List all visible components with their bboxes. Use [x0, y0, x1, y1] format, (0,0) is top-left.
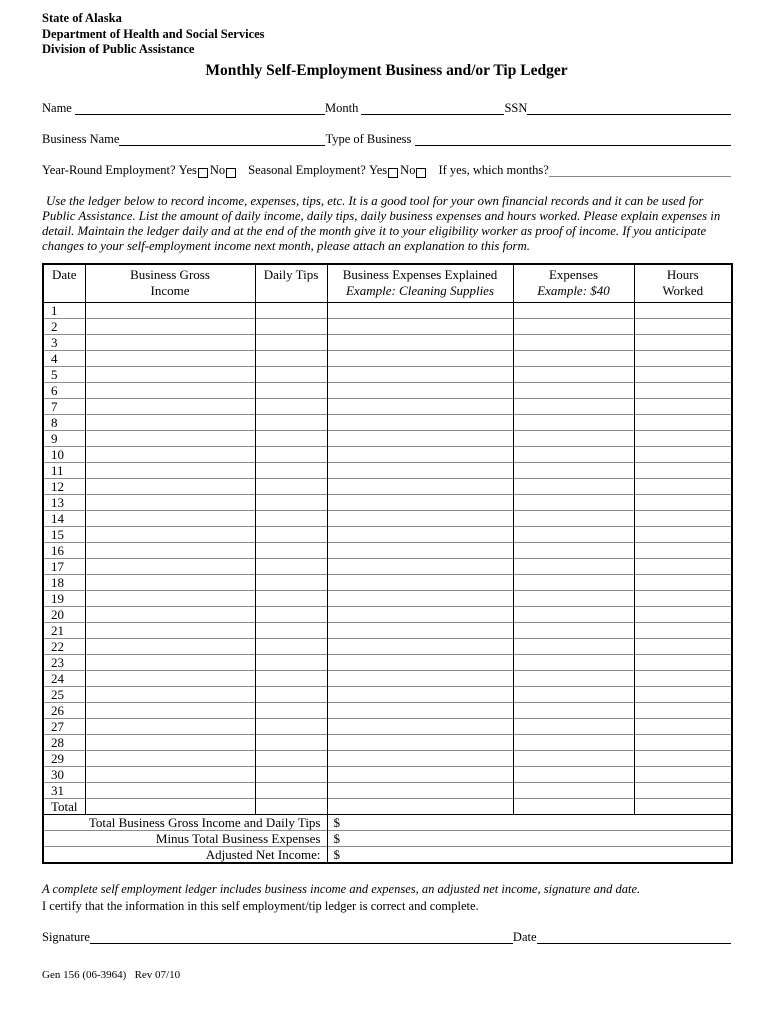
- daily-tips-cell[interactable]: [255, 639, 327, 655]
- ledger-row: [43, 543, 732, 559]
- summary-row: [43, 815, 732, 831]
- gross-income-cell[interactable]: [85, 655, 255, 671]
- hours-worked-cell[interactable]: [634, 687, 732, 703]
- signature-input-line[interactable]: [90, 930, 513, 944]
- ledger-header: [43, 264, 732, 303]
- year-round-no-label: No: [209, 162, 226, 177]
- expenses-explained-cell[interactable]: [327, 527, 513, 543]
- agency-block: [42, 11, 731, 58]
- expenses-explained-cell[interactable]: [327, 687, 513, 703]
- expenses-cell[interactable]: [513, 719, 634, 735]
- expenses-explained-cell[interactable]: [327, 767, 513, 783]
- hours-worked-cell[interactable]: [634, 463, 732, 479]
- expenses-explained-cell[interactable]: [327, 575, 513, 591]
- gross-income-cell[interactable]: [85, 767, 255, 783]
- name-month-ssn-row: [42, 101, 731, 116]
- which-months-input-line[interactable]: [549, 163, 731, 177]
- expenses-explained-cell[interactable]: [327, 799, 513, 815]
- day-cell: 19: [43, 591, 85, 607]
- daily-tips-cell[interactable]: [255, 767, 327, 783]
- ledger-row: [43, 671, 732, 687]
- expenses-explained-cell[interactable]: [327, 639, 513, 655]
- expenses-explained-cell[interactable]: [327, 479, 513, 495]
- expenses-cell[interactable]: [513, 383, 634, 399]
- hours-worked-cell[interactable]: [634, 399, 732, 415]
- day-cell: 17: [43, 559, 85, 575]
- gross-income-cell[interactable]: [85, 671, 255, 687]
- hours-worked-cell[interactable]: [634, 719, 732, 735]
- day-cell: 16: [43, 543, 85, 559]
- expenses-explained-cell[interactable]: [327, 783, 513, 799]
- expenses-cell[interactable]: [513, 543, 634, 559]
- business-name-input-line[interactable]: [119, 132, 325, 146]
- ledger-row: [43, 559, 732, 575]
- summary-label: Minus Total Business Expenses: [43, 831, 327, 847]
- ledger-row: [43, 639, 732, 655]
- gross-income-cell[interactable]: [85, 367, 255, 383]
- day-cell: 10: [43, 447, 85, 463]
- expenses-cell[interactable]: [513, 367, 634, 383]
- gross-income-cell[interactable]: [85, 415, 255, 431]
- col-title: Business Expenses Explained: [342, 267, 498, 283]
- expenses-cell[interactable]: [513, 671, 634, 687]
- type-of-business-label: Type of Business: [325, 131, 415, 146]
- daily-tips-cell[interactable]: [255, 335, 327, 351]
- ledger-row: [43, 767, 732, 783]
- hours-worked-cell[interactable]: [634, 735, 732, 751]
- ledger-row: [43, 367, 732, 383]
- hours-worked-cell[interactable]: [634, 447, 732, 463]
- day-cell: 2: [43, 319, 85, 335]
- expenses-cell[interactable]: [513, 623, 634, 639]
- expenses-explained-cell[interactable]: [327, 335, 513, 351]
- day-cell: 21: [43, 623, 85, 639]
- signature-label: Signature: [42, 930, 90, 945]
- gross-income-cell[interactable]: [85, 511, 255, 527]
- hours-worked-cell[interactable]: [634, 767, 732, 783]
- signature-row: [42, 930, 731, 945]
- hours-worked-cell[interactable]: [634, 415, 732, 431]
- summary-value[interactable]: $: [327, 831, 732, 847]
- gross-income-cell[interactable]: [85, 463, 255, 479]
- expenses-cell[interactable]: [513, 415, 634, 431]
- hours-worked-cell[interactable]: [634, 703, 732, 719]
- expenses-explained-cell[interactable]: [327, 543, 513, 559]
- expenses-cell[interactable]: [513, 655, 634, 671]
- agency-line-division: Division of Public Assistance: [42, 42, 195, 56]
- daily-tips-cell[interactable]: [255, 671, 327, 687]
- expenses-explained-cell[interactable]: [327, 383, 513, 399]
- expenses-cell[interactable]: [513, 703, 634, 719]
- seasonal-no-checkbox[interactable]: [416, 168, 426, 178]
- day-cell: 20: [43, 607, 85, 623]
- gross-income-cell[interactable]: [85, 479, 255, 495]
- gross-income-cell[interactable]: [85, 607, 255, 623]
- daily-tips-cell[interactable]: [255, 351, 327, 367]
- col-title: Daily Tips: [263, 267, 319, 283]
- expenses-cell[interactable]: [513, 479, 634, 495]
- hours-worked-cell[interactable]: [634, 367, 732, 383]
- day-cell: 31: [43, 783, 85, 799]
- hours-worked-cell[interactable]: [634, 751, 732, 767]
- day-cell: 18: [43, 575, 85, 591]
- daily-tips-cell[interactable]: [255, 511, 327, 527]
- expenses-explained-cell[interactable]: [327, 591, 513, 607]
- ledger-row: [43, 479, 732, 495]
- hours-worked-cell[interactable]: [634, 591, 732, 607]
- day-cell: 7: [43, 399, 85, 415]
- gross-income-cell[interactable]: [85, 751, 255, 767]
- day-cell: 25: [43, 687, 85, 703]
- gross-income-cell[interactable]: [85, 735, 255, 751]
- gross-income-cell[interactable]: [85, 431, 255, 447]
- expenses-cell[interactable]: [513, 575, 634, 591]
- seasonal-no-label: No: [400, 162, 416, 177]
- ledger-row: [43, 719, 732, 735]
- ssn-input-line[interactable]: [527, 101, 731, 115]
- daily-tips-cell[interactable]: [255, 527, 327, 543]
- gross-income-cell[interactable]: [85, 639, 255, 655]
- expenses-cell[interactable]: [513, 495, 634, 511]
- expenses-cell[interactable]: [513, 527, 634, 543]
- day-cell: 23: [43, 655, 85, 671]
- business-name-label: Business Name: [42, 131, 120, 146]
- gross-income-cell[interactable]: [85, 447, 255, 463]
- form-title: Monthly Self-Employment Business and/or Tip Ledger: [205, 61, 568, 79]
- col-title: Date: [51, 267, 77, 283]
- instructions-paragraph: Use the ledger below to record income, expenses, tips, etc. It is a good tool for your own financial records and it can be used for Public Assistance. List the amount of daily income, daily tips, daily business expenses and hours worked. Please explain expenses in detail. Maintain the ledger daily and at the end of the month give it to your eligibility worker as proof of income. If you anticipate changes to your self-employment income next month, please attach an explanation to this form.: [42, 193, 721, 254]
- hours-worked-cell[interactable]: [634, 511, 732, 527]
- hours-worked-cell[interactable]: [634, 495, 732, 511]
- day-cell: 15: [43, 527, 85, 543]
- month-label: Month: [324, 100, 362, 115]
- expenses-cell[interactable]: [513, 687, 634, 703]
- day-cell: 14: [43, 511, 85, 527]
- ledger-row: [43, 783, 732, 799]
- agency-line-state: State of Alaska: [42, 11, 122, 25]
- daily-tips-cell[interactable]: [255, 703, 327, 719]
- expenses-cell[interactable]: [513, 767, 634, 783]
- summary-label: Adjusted Net Income:: [43, 847, 327, 864]
- ledger-row: [43, 687, 732, 703]
- ledger-row: [43, 415, 732, 431]
- gross-income-cell[interactable]: [85, 351, 255, 367]
- hours-worked-cell[interactable]: [634, 559, 732, 575]
- daily-tips-cell[interactable]: [255, 479, 327, 495]
- gross-income-cell[interactable]: [85, 687, 255, 703]
- ledger-row: [43, 335, 732, 351]
- ledger-row: [43, 623, 732, 639]
- ledger-table: [42, 263, 733, 864]
- agency-line-department: Department of Health and Social Services: [42, 26, 265, 41]
- day-cell: 28: [43, 735, 85, 751]
- expenses-cell[interactable]: [513, 431, 634, 447]
- hours-worked-cell[interactable]: [634, 639, 732, 655]
- seasonal-yes-checkbox[interactable]: [388, 168, 398, 178]
- seasonal-label: Seasonal Employment?: [248, 162, 369, 177]
- seasonal-yes-label: Yes: [368, 162, 388, 177]
- expenses-cell[interactable]: [513, 591, 634, 607]
- col-header-expenses: [513, 264, 634, 303]
- gross-income-cell[interactable]: [85, 783, 255, 799]
- hours-worked-cell[interactable]: [634, 431, 732, 447]
- employment-row: [42, 163, 731, 178]
- ledger-row: [43, 351, 732, 367]
- day-cell: 24: [43, 671, 85, 687]
- ledger-row: [43, 383, 732, 399]
- daily-tips-cell[interactable]: [255, 399, 327, 415]
- hours-worked-cell[interactable]: [634, 351, 732, 367]
- expenses-explained-cell[interactable]: [327, 431, 513, 447]
- col-title: Business Gross: [130, 267, 210, 283]
- ledger-row: [43, 751, 732, 767]
- daily-tips-cell[interactable]: [255, 431, 327, 447]
- daily-tips-cell[interactable]: [255, 559, 327, 575]
- gross-income-cell[interactable]: [85, 399, 255, 415]
- ledger-header-row: [43, 264, 732, 303]
- daily-tips-cell[interactable]: [255, 383, 327, 399]
- gross-income-cell[interactable]: [85, 575, 255, 591]
- ledger-row: [43, 591, 732, 607]
- certification-statement: I certify that the information in this self employment/tip ledger is correct and complete.: [42, 899, 479, 914]
- ledger-row: [43, 431, 732, 447]
- summary-row: [43, 831, 732, 847]
- date-label: Date: [512, 930, 537, 945]
- ssn-label: SSN: [504, 100, 528, 115]
- expenses-explained-cell[interactable]: [327, 495, 513, 511]
- ledger-body: [43, 303, 732, 815]
- daily-tips-cell[interactable]: [255, 367, 327, 383]
- col-header-daily-tips: [255, 264, 327, 303]
- hours-worked-cell[interactable]: [634, 623, 732, 639]
- ledger-row: [43, 399, 732, 415]
- ledger-row: [43, 511, 732, 527]
- hours-worked-cell[interactable]: [634, 479, 732, 495]
- day-cell: 1: [43, 303, 85, 319]
- gross-income-cell[interactable]: [85, 559, 255, 575]
- expenses-cell[interactable]: [513, 303, 634, 319]
- day-cell: 11: [43, 463, 85, 479]
- expenses-explained-cell[interactable]: [327, 655, 513, 671]
- expenses-explained-cell[interactable]: [327, 367, 513, 383]
- hours-worked-cell[interactable]: [634, 335, 732, 351]
- gross-income-cell[interactable]: [85, 623, 255, 639]
- expenses-explained-cell[interactable]: [327, 511, 513, 527]
- year-round-yes-checkbox[interactable]: [198, 168, 208, 178]
- expenses-cell[interactable]: [513, 511, 634, 527]
- gross-income-cell[interactable]: [85, 591, 255, 607]
- expenses-cell[interactable]: [513, 735, 634, 751]
- ledger-row: [43, 527, 732, 543]
- expenses-explained-cell[interactable]: [327, 703, 513, 719]
- expenses-cell[interactable]: [513, 559, 634, 575]
- expenses-explained-cell[interactable]: [327, 751, 513, 767]
- day-cell: 29: [43, 751, 85, 767]
- day-cell: 27: [43, 719, 85, 735]
- expenses-explained-cell[interactable]: [327, 319, 513, 335]
- expenses-explained-cell[interactable]: [327, 303, 513, 319]
- expenses-cell[interactable]: [513, 319, 634, 335]
- daily-tips-cell[interactable]: [255, 447, 327, 463]
- expenses-explained-cell[interactable]: [327, 463, 513, 479]
- year-round-no-checkbox[interactable]: [226, 168, 236, 178]
- hours-worked-cell[interactable]: [634, 783, 732, 799]
- daily-tips-cell[interactable]: [255, 303, 327, 319]
- expenses-cell[interactable]: [513, 751, 634, 767]
- ledger-row: [43, 703, 732, 719]
- daily-tips-cell[interactable]: [255, 575, 327, 591]
- daily-tips-cell[interactable]: [255, 607, 327, 623]
- name-label: Name: [42, 100, 75, 115]
- expenses-explained-cell[interactable]: [327, 447, 513, 463]
- day-cell: 22: [43, 639, 85, 655]
- col-subtitle: Worked: [662, 283, 704, 299]
- day-cell: 26: [43, 703, 85, 719]
- ledger-row: [43, 447, 732, 463]
- daily-tips-cell[interactable]: [255, 655, 327, 671]
- date-input-line[interactable]: [537, 930, 731, 944]
- expenses-explained-cell[interactable]: [327, 719, 513, 735]
- day-cell: 9: [43, 431, 85, 447]
- gross-income-cell[interactable]: [85, 527, 255, 543]
- expenses-explained-cell[interactable]: [327, 559, 513, 575]
- ledger-row: [43, 607, 732, 623]
- ledger-row: [43, 799, 732, 815]
- daily-tips-cell[interactable]: [255, 415, 327, 431]
- daily-tips-cell[interactable]: [255, 751, 327, 767]
- hours-worked-cell[interactable]: [634, 303, 732, 319]
- summary-row: [43, 847, 732, 864]
- col-title: Hours: [666, 267, 699, 283]
- daily-tips-cell[interactable]: [255, 543, 327, 559]
- summary-value[interactable]: $: [327, 815, 732, 831]
- day-cell: 13: [43, 495, 85, 511]
- gross-income-cell[interactable]: [85, 303, 255, 319]
- hours-worked-cell[interactable]: [634, 319, 732, 335]
- daily-tips-cell[interactable]: [255, 463, 327, 479]
- summary-label: Total Business Gross Income and Daily Tips: [43, 815, 327, 831]
- col-title: Expenses: [548, 267, 599, 283]
- summary-body: [43, 815, 732, 864]
- gross-income-cell[interactable]: [85, 319, 255, 335]
- expenses-explained-cell[interactable]: [327, 607, 513, 623]
- daily-tips-cell[interactable]: [255, 799, 327, 815]
- col-header-date: [43, 264, 85, 303]
- gross-income-cell[interactable]: [85, 543, 255, 559]
- expenses-cell[interactable]: [513, 639, 634, 655]
- daily-tips-cell[interactable]: [255, 719, 327, 735]
- form-number: Gen 156 (06-3964) Rev 07/10: [42, 969, 181, 982]
- expenses-cell[interactable]: [513, 335, 634, 351]
- expenses-cell[interactable]: [513, 351, 634, 367]
- name-input-line[interactable]: [75, 101, 325, 115]
- year-round-label: Year-Round Employment?: [42, 162, 179, 177]
- hours-worked-cell[interactable]: [634, 655, 732, 671]
- expenses-cell[interactable]: [513, 783, 634, 799]
- expenses-cell[interactable]: [513, 799, 634, 815]
- hours-worked-cell[interactable]: [634, 575, 732, 591]
- daily-tips-cell[interactable]: [255, 495, 327, 511]
- col-subtitle: Example: Cleaning Supplies: [345, 283, 495, 299]
- expenses-cell[interactable]: [513, 399, 634, 415]
- day-cell: 5: [43, 367, 85, 383]
- ledger-row: [43, 655, 732, 671]
- col-subtitle: Example: $40: [537, 283, 610, 299]
- daily-tips-cell[interactable]: [255, 687, 327, 703]
- gross-income-cell[interactable]: [85, 703, 255, 719]
- daily-tips-cell[interactable]: [255, 591, 327, 607]
- expenses-cell[interactable]: [513, 607, 634, 623]
- ledger-row: [43, 735, 732, 751]
- type-of-business-input-line[interactable]: [415, 132, 732, 146]
- hours-worked-cell[interactable]: [634, 607, 732, 623]
- day-cell: 8: [43, 415, 85, 431]
- daily-tips-cell[interactable]: [255, 623, 327, 639]
- business-row: [42, 132, 731, 147]
- ledger-row: [43, 303, 732, 319]
- gross-income-cell[interactable]: [85, 335, 255, 351]
- expenses-explained-cell[interactable]: [327, 671, 513, 687]
- expenses-cell[interactable]: [513, 447, 634, 463]
- expenses-explained-cell[interactable]: [327, 415, 513, 431]
- daily-tips-cell[interactable]: [255, 783, 327, 799]
- day-cell: 4: [43, 351, 85, 367]
- gross-income-cell[interactable]: [85, 495, 255, 511]
- day-cell: 30: [43, 767, 85, 783]
- hours-worked-cell[interactable]: [634, 543, 732, 559]
- hours-worked-cell[interactable]: [634, 799, 732, 815]
- day-cell: 3: [43, 335, 85, 351]
- daily-tips-cell[interactable]: [255, 735, 327, 751]
- day-cell: 6: [43, 383, 85, 399]
- expenses-explained-cell[interactable]: [327, 399, 513, 415]
- expenses-explained-cell[interactable]: [327, 735, 513, 751]
- gross-income-cell[interactable]: [85, 383, 255, 399]
- expenses-explained-cell[interactable]: [327, 351, 513, 367]
- gross-income-cell[interactable]: [85, 719, 255, 735]
- col-subtitle: Income: [150, 283, 190, 299]
- day-cell: Total: [43, 799, 85, 815]
- which-months-label: If yes, which months?: [438, 162, 549, 177]
- month-input-line[interactable]: [361, 101, 504, 115]
- hours-worked-cell[interactable]: [634, 383, 732, 399]
- ledger-row: [43, 319, 732, 335]
- hours-worked-cell[interactable]: [634, 527, 732, 543]
- day-cell: 12: [43, 479, 85, 495]
- daily-tips-cell[interactable]: [255, 319, 327, 335]
- summary-value[interactable]: $: [327, 847, 732, 864]
- expenses-cell[interactable]: [513, 463, 634, 479]
- ledger-row: [43, 575, 732, 591]
- col-header-gross-income: [85, 264, 255, 303]
- expenses-explained-cell[interactable]: [327, 623, 513, 639]
- hours-worked-cell[interactable]: [634, 671, 732, 687]
- col-header-hours-worked: [634, 264, 732, 303]
- ledger-note: A complete self employment ledger includes business income and expenses, an adjusted net income, signature and date.: [42, 882, 641, 897]
- gross-income-cell[interactable]: [85, 799, 255, 815]
- year-round-yes-label: Yes: [178, 162, 197, 177]
- col-header-expenses-explained: [327, 264, 513, 303]
- ledger-row: [43, 495, 732, 511]
- certification-block: [42, 881, 731, 915]
- ledger-row: [43, 463, 732, 479]
